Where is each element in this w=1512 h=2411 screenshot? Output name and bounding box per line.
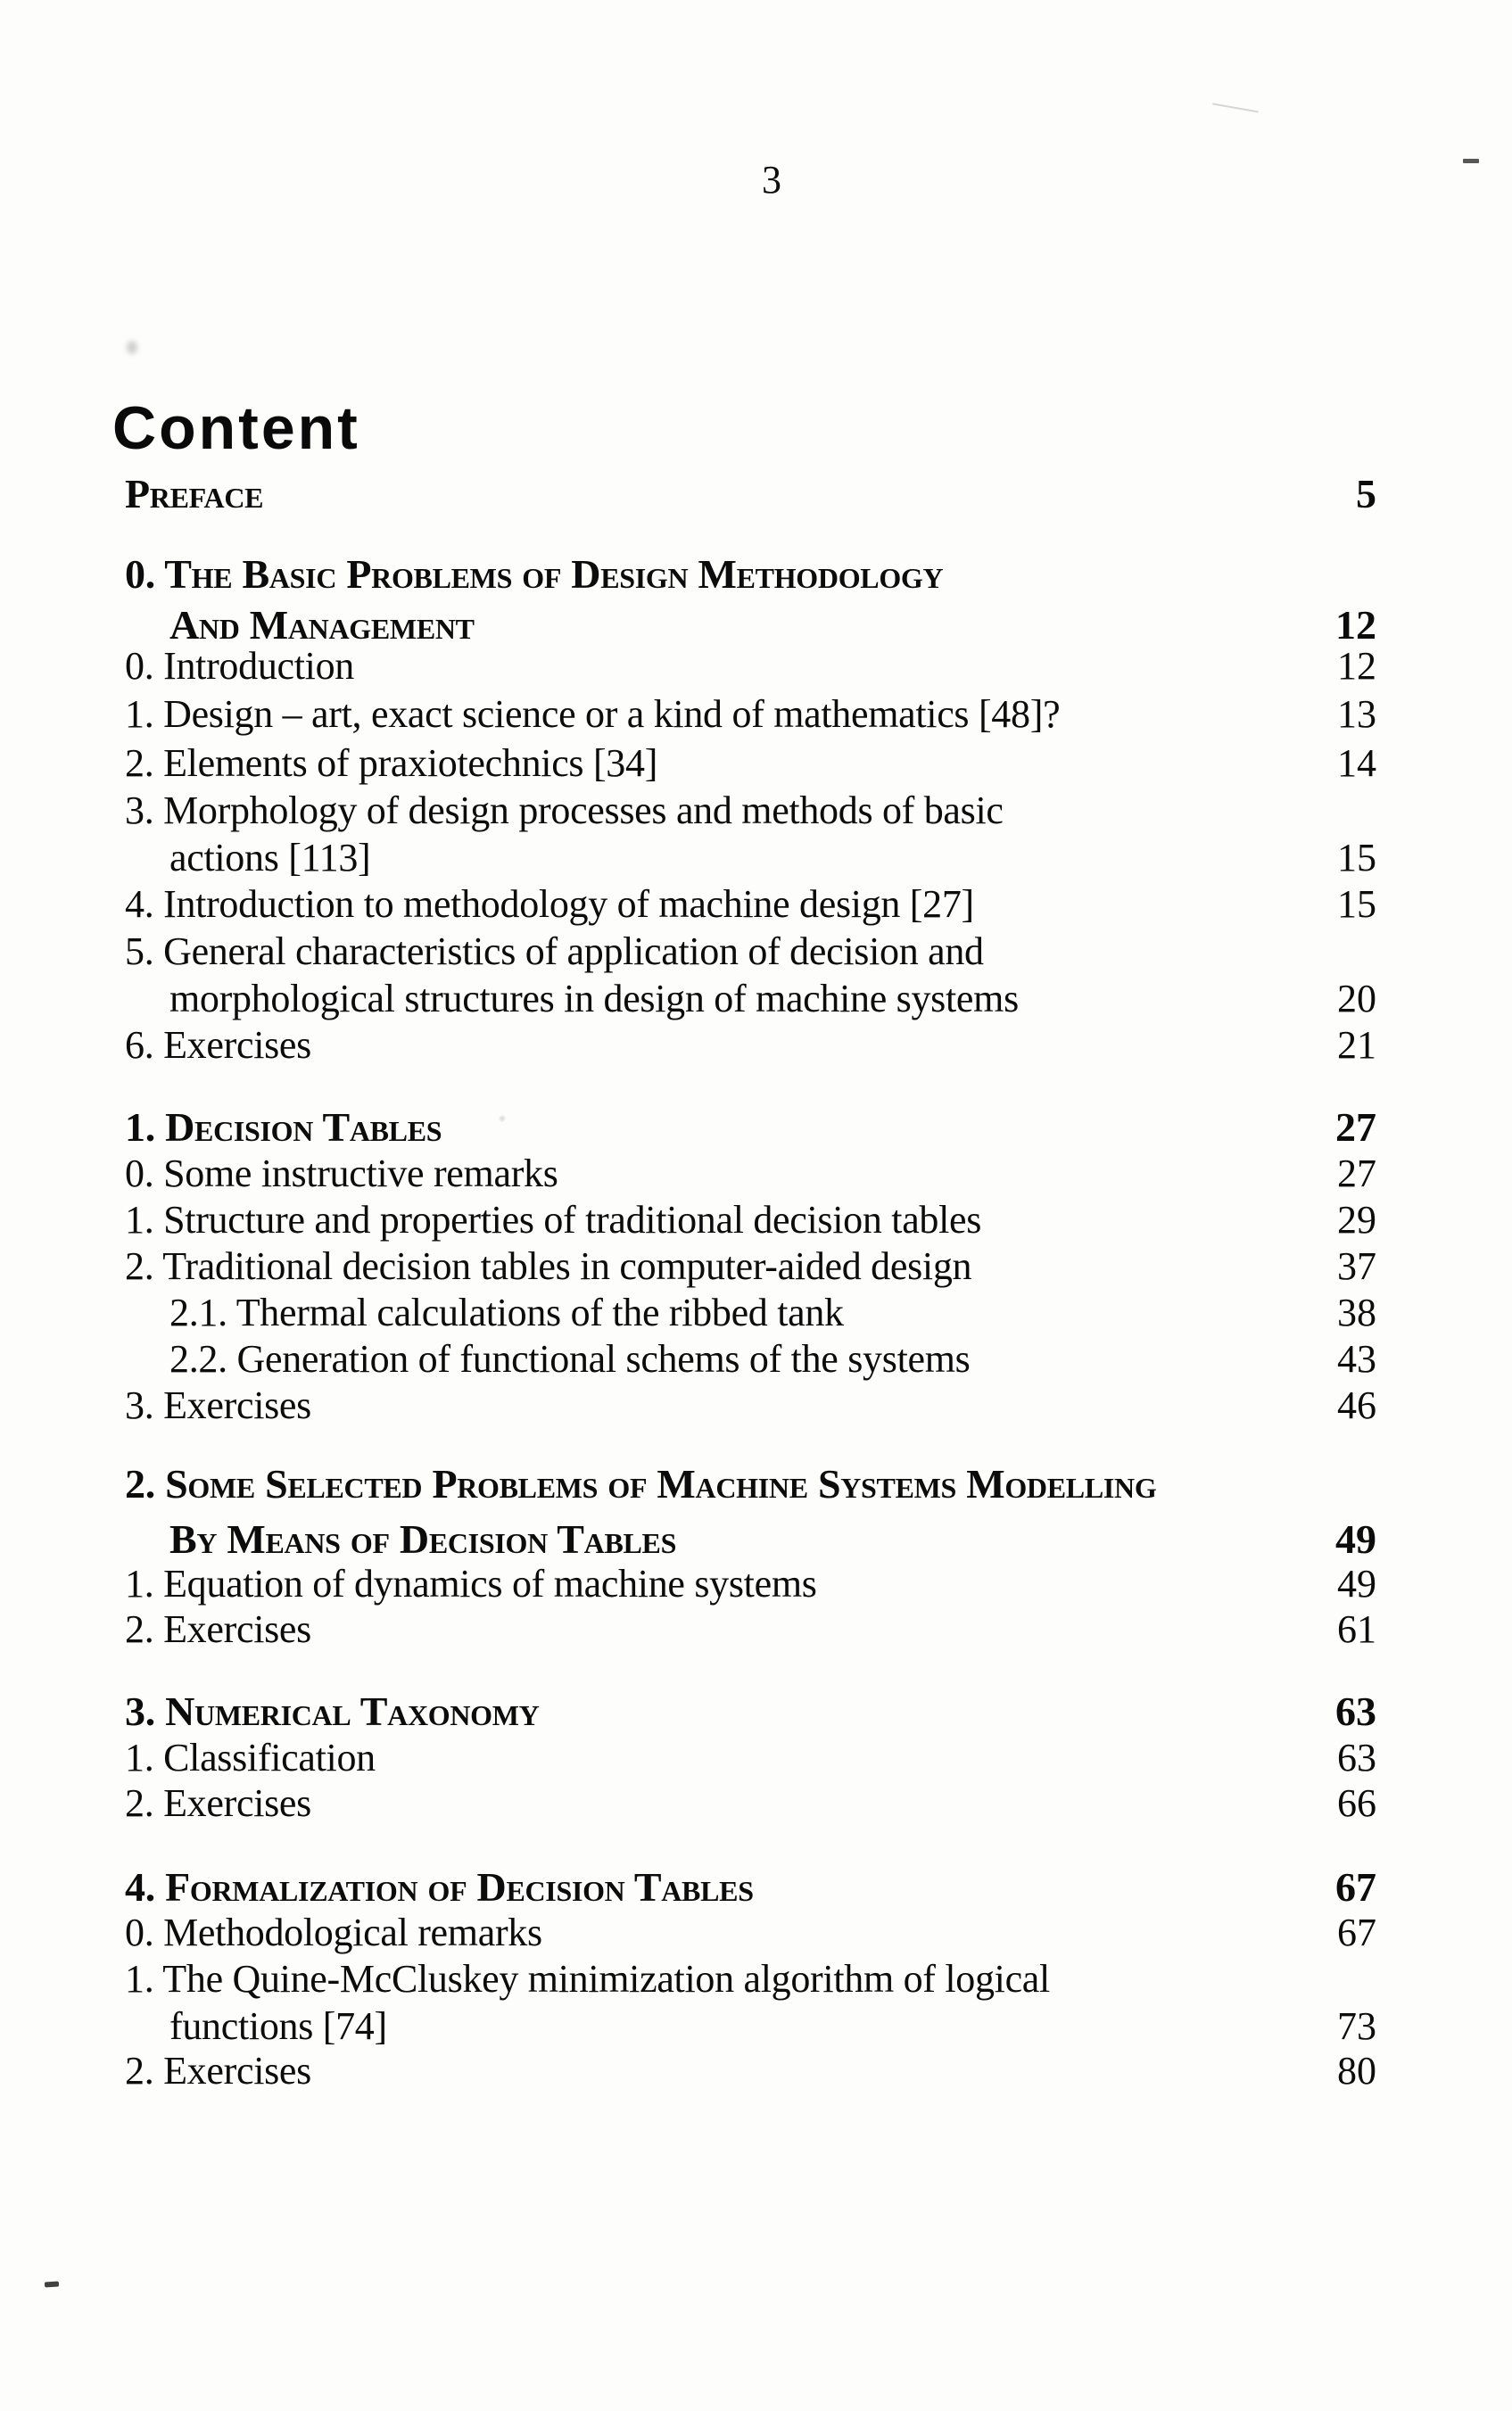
toc-row [125,1688,1376,1736]
toc-entry-label: Preface [125,471,264,516]
toc-page-number: 38 [1337,1291,1376,1334]
toc-page-number: 63 [1337,1736,1376,1779]
toc-entry-label: actions [113] [169,836,371,879]
toc-entry-label: 2. Some Selected Problems of Machine Systems Modelling [125,1461,1157,1507]
toc-row [169,975,1376,1023]
scan-speck [1463,159,1479,163]
toc-row [125,1955,1376,2003]
toc-entry-label: 0. Some instructive remarks [125,1152,558,1195]
toc-page-number: 63 [1335,1689,1376,1734]
toc-page-number: 73 [1337,2004,1376,2048]
toc-row [125,1909,1376,1957]
toc-entry-label: 5. General characteristics of application of decision and [125,929,984,973]
toc-row [125,928,1376,976]
toc-entry-label: 2. Exercises [125,1607,311,1651]
toc-entry-label: 2.2. Generation of functional schems of the systems [169,1337,971,1381]
toc-page-number: 46 [1337,1383,1376,1427]
toc-entry-label: By Means of Decision Tables [169,1516,677,1562]
toc-entry-label: 2. Elements of praxiotechnics [34] [125,741,658,785]
toc-row [125,1196,1376,1244]
toc-entry-label: 4. Introduction to methodology of machine design [27] [125,882,974,926]
scan-speck [1212,93,1260,113]
toc-page-number: 49 [1337,1562,1376,1606]
toc-row [125,1021,1376,1069]
toc-entry-label: 1. Structure and properties of traditional decision tables [125,1198,982,1242]
toc-page-number: 67 [1335,1864,1376,1910]
toc-row [125,1150,1376,1198]
toc-row [125,787,1376,835]
toc-entry-label: 3. Numerical Taxonomy [125,1689,540,1734]
toc-row [125,1734,1376,1782]
toc-row [125,690,1376,739]
toc-entry-label: 1. Classification [125,1736,376,1779]
toc-row [169,834,1376,882]
toc-page-number: 67 [1337,1911,1376,1954]
toc-entry-label: 1. Equation of dynamics of machine systems [125,1562,817,1606]
toc-row [125,880,1376,929]
toc-page-number: 80 [1337,2049,1376,2093]
toc-entry-label: 2.1. Thermal calculations of the ribbed tank [169,1291,844,1334]
toc-row [125,2047,1376,2095]
toc-entry-label: 1. The Quine-McCluskey minimization algorithm of logical [125,1957,1050,2001]
toc-entry-label: 0. Introduction [125,644,355,688]
toc-page-number: 20 [1337,977,1376,1020]
toc-page-number: 37 [1337,1244,1376,1288]
toc-page-number: 14 [1337,741,1376,785]
page-title: Content [112,393,360,462]
toc-row [125,1460,1376,1508]
page-number: 3 [762,158,781,202]
toc-row [169,1335,1376,1383]
toc-entry-label: morphological structures in design of machine systems [169,977,1019,1020]
scan-speck [45,2281,59,2287]
scan-speck [127,341,137,354]
toc-row [125,550,1376,599]
toc-row [125,1243,1376,1291]
toc-row [125,642,1376,690]
toc-row [125,1779,1376,1828]
toc-entry-label: functions [74] [169,2004,387,2048]
toc-row [125,1863,1376,1911]
toc-entry-label: 2. Exercises [125,2049,311,2093]
toc-page-number: 29 [1337,1198,1376,1242]
toc-entry-label: 3. Exercises [125,1383,311,1427]
toc-page-number: 43 [1337,1337,1376,1381]
toc-entry-label: 2. Exercises [125,1781,311,1825]
toc-page-number: 12 [1335,602,1376,648]
toc-entry-label: 4. Formalization of Decision Tables [125,1864,754,1910]
toc-page-number: 5 [1356,471,1376,516]
toc-entry-label: 0. Methodological remarks [125,1911,542,1954]
toc-entry-label: 1. Design – art, exact science or a kind of mathematics [48]? [125,692,1061,736]
toc-page-number: 15 [1337,836,1376,879]
toc-row [125,1606,1376,1654]
toc-row [125,1103,1376,1152]
toc-row [169,1515,1376,1564]
toc-page-number: 49 [1335,1516,1376,1562]
toc-page-number: 12 [1337,644,1376,688]
toc-page-number: 61 [1337,1607,1376,1651]
toc-entry-label: 6. Exercises [125,1023,311,1067]
toc-row [125,470,1376,518]
toc-entry-label: 1. Decision Tables [125,1104,442,1150]
toc-page-number: 66 [1337,1781,1376,1825]
toc-entry-label: And Management [169,602,475,648]
toc-row [125,1560,1376,1608]
toc-row [169,1289,1376,1337]
toc-entry-label: 3. Morphology of design processes and methods of basic [125,789,1004,832]
toc-page-number: 13 [1337,692,1376,736]
toc-row [125,739,1376,788]
toc-entry-label: 0. The Basic Problems of Design Methodology [125,551,944,597]
toc-entry-label: 2. Traditional decision tables in computer-aided design [125,1244,972,1288]
toc-page-number: 27 [1335,1104,1376,1150]
toc-page-number: 21 [1337,1023,1376,1067]
toc-row [169,2002,1376,2051]
toc-row [125,1382,1376,1430]
toc-page-number: 15 [1337,882,1376,926]
toc-page-number: 27 [1337,1152,1376,1195]
